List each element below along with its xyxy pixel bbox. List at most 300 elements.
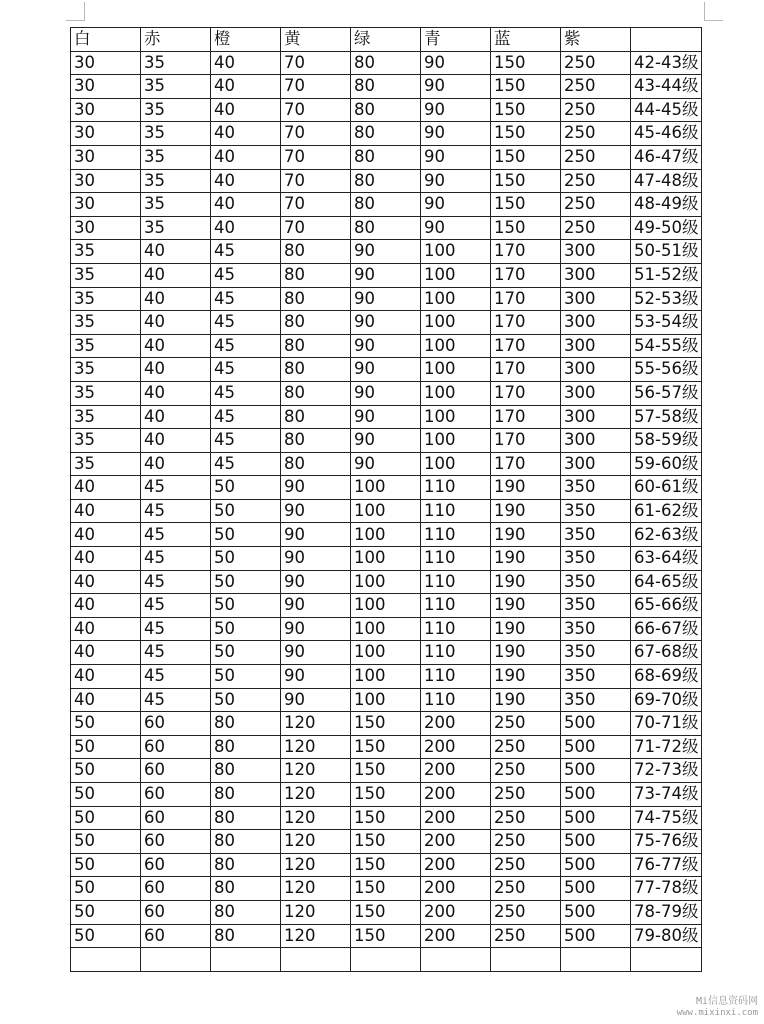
table-row <box>71 877 702 901</box>
cell-level: 77-78级 <box>631 877 702 901</box>
cell-white: 35 <box>71 452 141 476</box>
cell-orange: 50 <box>211 665 281 689</box>
cell-blue: 250 <box>491 759 561 783</box>
cell-white: 40 <box>71 476 141 500</box>
table-row <box>71 547 702 571</box>
cell-orange: 50 <box>211 617 281 641</box>
cell-level: 52-53级 <box>631 287 702 311</box>
cell-orange: 80 <box>211 924 281 948</box>
cell-purple: 300 <box>561 311 631 335</box>
cell-blue: 250 <box>491 830 561 854</box>
cell-orange: 45 <box>211 381 281 405</box>
cell-red: 40 <box>141 240 211 264</box>
table-row <box>71 641 702 665</box>
cell-purple: 350 <box>561 688 631 712</box>
cell-cyan: 110 <box>421 547 491 571</box>
table-row <box>71 735 702 759</box>
table-body <box>71 51 702 972</box>
cell-yellow: 90 <box>281 665 351 689</box>
cell-yellow: 80 <box>281 311 351 335</box>
cell-level: 74-75级 <box>631 806 702 830</box>
cell-white: 50 <box>71 783 141 807</box>
cell-level: 58-59级 <box>631 429 702 453</box>
cell-cyan: 100 <box>421 452 491 476</box>
cell-level: 79-80级 <box>631 924 702 948</box>
table-row <box>71 806 702 830</box>
cell-cyan: 110 <box>421 617 491 641</box>
cell-green: 80 <box>351 169 421 193</box>
cell-yellow: 70 <box>281 51 351 75</box>
cell-red: 40 <box>141 311 211 335</box>
cell-orange: 45 <box>211 287 281 311</box>
cell-red: 35 <box>141 51 211 75</box>
cell-level: 55-56级 <box>631 358 702 382</box>
cell-level: 67-68级 <box>631 641 702 665</box>
cell-white: 40 <box>71 617 141 641</box>
cell-green: 150 <box>351 877 421 901</box>
table-row <box>71 429 702 453</box>
cell-orange: 50 <box>211 476 281 500</box>
cell-level: 54-55级 <box>631 334 702 358</box>
cell-cyan: 100 <box>421 405 491 429</box>
cell-cyan: 110 <box>421 641 491 665</box>
cell-white: 50 <box>71 924 141 948</box>
cell-white: 35 <box>71 381 141 405</box>
cell-blue: 250 <box>491 900 561 924</box>
cell-purple: 350 <box>561 570 631 594</box>
cell-purple: 500 <box>561 735 631 759</box>
header-white: 白 <box>71 28 141 52</box>
cell-purple: 350 <box>561 641 631 665</box>
cell-green: 80 <box>351 122 421 146</box>
cell-yellow: 70 <box>281 169 351 193</box>
cell-white: 50 <box>71 712 141 736</box>
cell-orange: 80 <box>211 712 281 736</box>
cell-orange: 40 <box>211 98 281 122</box>
header-blue: 蓝 <box>491 28 561 52</box>
cell-blue: 150 <box>491 98 561 122</box>
table-row <box>71 122 702 146</box>
cell-white <box>71 948 141 972</box>
table-row <box>71 759 702 783</box>
cell-green: 100 <box>351 523 421 547</box>
cell-level: 63-64级 <box>631 547 702 571</box>
table-row <box>71 948 702 972</box>
cell-yellow <box>281 948 351 972</box>
cell-cyan: 200 <box>421 900 491 924</box>
cell-cyan: 90 <box>421 193 491 217</box>
table-row <box>71 830 702 854</box>
cell-yellow: 90 <box>281 476 351 500</box>
cell-green: 80 <box>351 75 421 99</box>
cell-red: 45 <box>141 641 211 665</box>
cell-white: 50 <box>71 735 141 759</box>
cell-white: 50 <box>71 759 141 783</box>
watermark-name: Mi信息资码网 <box>695 996 758 1008</box>
cell-white: 50 <box>71 877 141 901</box>
cell-level: 61-62级 <box>631 499 702 523</box>
cell-level: 78-79级 <box>631 900 702 924</box>
cell-yellow: 120 <box>281 759 351 783</box>
cell-white: 40 <box>71 523 141 547</box>
table-row <box>71 570 702 594</box>
table-row <box>71 75 702 99</box>
cell-red: 60 <box>141 806 211 830</box>
cell-orange: 45 <box>211 334 281 358</box>
cell-yellow: 120 <box>281 853 351 877</box>
cell-green: 100 <box>351 665 421 689</box>
table-row <box>71 783 702 807</box>
cell-red: 45 <box>141 617 211 641</box>
cell-white: 50 <box>71 900 141 924</box>
cell-level: 53-54级 <box>631 311 702 335</box>
cell-blue: 190 <box>491 570 561 594</box>
cell-red: 60 <box>141 924 211 948</box>
table-row <box>71 145 702 169</box>
cell-yellow: 90 <box>281 594 351 618</box>
cell-level: 50-51级 <box>631 240 702 264</box>
cell-yellow: 90 <box>281 523 351 547</box>
cell-yellow: 70 <box>281 193 351 217</box>
table-row <box>71 287 702 311</box>
cell-yellow: 80 <box>281 358 351 382</box>
cell-yellow: 80 <box>281 334 351 358</box>
cell-level: 51-52级 <box>631 263 702 287</box>
cell-green: 80 <box>351 216 421 240</box>
table-row <box>71 358 702 382</box>
cell-red: 45 <box>141 688 211 712</box>
cell-white: 40 <box>71 688 141 712</box>
cell-blue <box>491 948 561 972</box>
cell-purple: 350 <box>561 499 631 523</box>
cell-cyan: 110 <box>421 499 491 523</box>
cell-yellow: 80 <box>281 240 351 264</box>
cell-purple: 250 <box>561 216 631 240</box>
cell-white: 30 <box>71 75 141 99</box>
cell-red: 40 <box>141 263 211 287</box>
cell-blue: 150 <box>491 122 561 146</box>
cell-green: 90 <box>351 405 421 429</box>
cell-yellow: 70 <box>281 145 351 169</box>
cell-green: 90 <box>351 311 421 335</box>
cell-level: 57-58级 <box>631 405 702 429</box>
cell-cyan: 200 <box>421 783 491 807</box>
cell-purple: 300 <box>561 358 631 382</box>
table-row <box>71 594 702 618</box>
cell-orange: 40 <box>211 169 281 193</box>
cell-orange: 50 <box>211 499 281 523</box>
cell-orange: 40 <box>211 51 281 75</box>
cell-red: 45 <box>141 523 211 547</box>
header-green: 绿 <box>351 28 421 52</box>
cell-red: 60 <box>141 735 211 759</box>
cell-green: 150 <box>351 759 421 783</box>
cell-green: 80 <box>351 145 421 169</box>
cell-orange: 40 <box>211 75 281 99</box>
cell-red: 35 <box>141 145 211 169</box>
cell-yellow: 120 <box>281 735 351 759</box>
cell-cyan: 200 <box>421 877 491 901</box>
page-corner-mark-left <box>66 2 85 21</box>
cell-white: 30 <box>71 169 141 193</box>
cell-purple: 500 <box>561 877 631 901</box>
cell-purple: 250 <box>561 51 631 75</box>
table-row <box>71 263 702 287</box>
cell-cyan: 100 <box>421 429 491 453</box>
cell-level: 48-49级 <box>631 193 702 217</box>
cell-green: 90 <box>351 240 421 264</box>
cell-blue: 190 <box>491 523 561 547</box>
header-yellow: 黄 <box>281 28 351 52</box>
table-row <box>71 311 702 335</box>
cell-blue: 190 <box>491 499 561 523</box>
cell-level: 68-69级 <box>631 665 702 689</box>
cell-orange: 80 <box>211 877 281 901</box>
cell-cyan: 90 <box>421 75 491 99</box>
cell-green: 80 <box>351 193 421 217</box>
cell-blue: 250 <box>491 735 561 759</box>
cell-white: 35 <box>71 263 141 287</box>
cell-blue: 150 <box>491 216 561 240</box>
cell-yellow: 80 <box>281 287 351 311</box>
cell-cyan: 110 <box>421 523 491 547</box>
cell-blue: 250 <box>491 712 561 736</box>
cell-cyan: 110 <box>421 594 491 618</box>
cell-purple: 500 <box>561 853 631 877</box>
cell-yellow: 70 <box>281 98 351 122</box>
cell-level: 70-71级 <box>631 712 702 736</box>
cell-orange: 40 <box>211 216 281 240</box>
cell-orange: 80 <box>211 830 281 854</box>
cell-cyan: 90 <box>421 169 491 193</box>
cell-green: 150 <box>351 900 421 924</box>
cell-purple: 350 <box>561 476 631 500</box>
cell-red: 40 <box>141 429 211 453</box>
cell-purple: 250 <box>561 75 631 99</box>
cell-orange <box>211 948 281 972</box>
cell-orange: 45 <box>211 263 281 287</box>
cell-white: 35 <box>71 334 141 358</box>
cell-cyan: 90 <box>421 51 491 75</box>
table-row <box>71 499 702 523</box>
cell-level: 72-73级 <box>631 759 702 783</box>
cell-red: 35 <box>141 75 211 99</box>
cell-blue: 170 <box>491 358 561 382</box>
cell-green: 90 <box>351 287 421 311</box>
cell-white: 40 <box>71 499 141 523</box>
cell-white: 40 <box>71 547 141 571</box>
header-level <box>631 28 702 52</box>
cell-red: 60 <box>141 783 211 807</box>
cell-purple: 300 <box>561 381 631 405</box>
cell-green: 80 <box>351 98 421 122</box>
cell-blue: 190 <box>491 547 561 571</box>
cell-blue: 190 <box>491 476 561 500</box>
cell-cyan: 200 <box>421 924 491 948</box>
cell-yellow: 120 <box>281 877 351 901</box>
cell-blue: 170 <box>491 429 561 453</box>
cell-orange: 50 <box>211 570 281 594</box>
cell-white: 50 <box>71 806 141 830</box>
cell-red: 45 <box>141 547 211 571</box>
header-purple: 紫 <box>561 28 631 52</box>
cell-green: 150 <box>351 853 421 877</box>
cell-green: 100 <box>351 499 421 523</box>
cell-green: 90 <box>351 358 421 382</box>
cell-cyan: 200 <box>421 853 491 877</box>
table-row <box>71 334 702 358</box>
cell-blue: 150 <box>491 75 561 99</box>
cell-orange: 50 <box>211 641 281 665</box>
cell-red: 35 <box>141 169 211 193</box>
cell-red: 45 <box>141 499 211 523</box>
cell-blue: 170 <box>491 287 561 311</box>
cell-red: 45 <box>141 476 211 500</box>
cell-white: 35 <box>71 311 141 335</box>
cell-green: 80 <box>351 51 421 75</box>
page-corner-mark-right <box>704 2 723 21</box>
cell-white: 40 <box>71 665 141 689</box>
cell-blue: 170 <box>491 240 561 264</box>
cell-blue: 150 <box>491 169 561 193</box>
cell-red: 40 <box>141 381 211 405</box>
table-row <box>71 712 702 736</box>
cell-purple: 250 <box>561 98 631 122</box>
cell-white: 35 <box>71 429 141 453</box>
cell-green: 90 <box>351 263 421 287</box>
cell-orange: 45 <box>211 405 281 429</box>
table-row <box>71 216 702 240</box>
cell-orange: 50 <box>211 594 281 618</box>
table-row <box>71 665 702 689</box>
cell-blue: 170 <box>491 381 561 405</box>
cell-cyan: 110 <box>421 476 491 500</box>
cell-purple: 300 <box>561 334 631 358</box>
cell-cyan: 100 <box>421 334 491 358</box>
cell-red: 40 <box>141 358 211 382</box>
cell-level: 75-76级 <box>631 830 702 854</box>
header-cyan: 青 <box>421 28 491 52</box>
cell-level: 66-67级 <box>631 617 702 641</box>
cell-cyan <box>421 948 491 972</box>
cell-level: 42-43级 <box>631 51 702 75</box>
cell-cyan: 200 <box>421 712 491 736</box>
cell-red <box>141 948 211 972</box>
cell-yellow: 90 <box>281 570 351 594</box>
cell-red: 60 <box>141 853 211 877</box>
table-row <box>71 51 702 75</box>
cell-white: 30 <box>71 122 141 146</box>
table-row <box>71 853 702 877</box>
cell-white: 30 <box>71 216 141 240</box>
cell-red: 60 <box>141 877 211 901</box>
cell-orange: 80 <box>211 759 281 783</box>
cell-blue: 190 <box>491 594 561 618</box>
cell-orange: 45 <box>211 429 281 453</box>
cell-cyan: 90 <box>421 98 491 122</box>
cell-purple: 300 <box>561 287 631 311</box>
cell-level: 59-60级 <box>631 452 702 476</box>
cell-orange: 80 <box>211 853 281 877</box>
cell-cyan: 200 <box>421 806 491 830</box>
table-row <box>71 900 702 924</box>
cell-red: 40 <box>141 334 211 358</box>
cell-blue: 150 <box>491 145 561 169</box>
cell-white: 30 <box>71 193 141 217</box>
cell-level: 62-63级 <box>631 523 702 547</box>
cell-purple: 500 <box>561 924 631 948</box>
cell-purple: 300 <box>561 263 631 287</box>
cell-blue: 170 <box>491 311 561 335</box>
cell-yellow: 70 <box>281 216 351 240</box>
cell-yellow: 90 <box>281 617 351 641</box>
cell-level: 65-66级 <box>631 594 702 618</box>
cell-yellow: 80 <box>281 452 351 476</box>
cell-white: 30 <box>71 51 141 75</box>
cell-red: 40 <box>141 452 211 476</box>
table-row <box>71 98 702 122</box>
cell-purple: 300 <box>561 452 631 476</box>
level-cost-table <box>70 27 702 972</box>
cell-purple: 300 <box>561 429 631 453</box>
cell-white: 40 <box>71 594 141 618</box>
cell-cyan: 200 <box>421 735 491 759</box>
cell-orange: 40 <box>211 193 281 217</box>
cell-cyan: 100 <box>421 263 491 287</box>
cell-green: 150 <box>351 712 421 736</box>
table-row <box>71 405 702 429</box>
cell-green: 90 <box>351 334 421 358</box>
cell-yellow: 120 <box>281 900 351 924</box>
cell-green: 90 <box>351 429 421 453</box>
cell-blue: 190 <box>491 665 561 689</box>
cell-white: 35 <box>71 240 141 264</box>
table-row <box>71 240 702 264</box>
cell-yellow: 70 <box>281 75 351 99</box>
header-red: 赤 <box>141 28 211 52</box>
cell-blue: 170 <box>491 263 561 287</box>
cell-level: 43-44级 <box>631 75 702 99</box>
cell-red: 45 <box>141 665 211 689</box>
cell-level <box>631 948 702 972</box>
cell-orange: 45 <box>211 358 281 382</box>
cell-purple: 300 <box>561 405 631 429</box>
cell-white: 35 <box>71 358 141 382</box>
cell-green: 90 <box>351 381 421 405</box>
cell-blue: 250 <box>491 806 561 830</box>
cell-purple: 250 <box>561 169 631 193</box>
cell-red: 35 <box>141 193 211 217</box>
cell-level: 45-46级 <box>631 122 702 146</box>
cell-purple <box>561 948 631 972</box>
cell-green: 150 <box>351 830 421 854</box>
cell-green: 100 <box>351 688 421 712</box>
table-row <box>71 688 702 712</box>
site-watermark <box>677 996 758 1018</box>
cell-yellow: 70 <box>281 122 351 146</box>
table-row <box>71 476 702 500</box>
cell-cyan: 90 <box>421 145 491 169</box>
cell-purple: 500 <box>561 712 631 736</box>
cell-orange: 80 <box>211 783 281 807</box>
cell-purple: 500 <box>561 783 631 807</box>
table-row <box>71 452 702 476</box>
cell-white: 50 <box>71 853 141 877</box>
cell-yellow: 120 <box>281 830 351 854</box>
cell-white: 40 <box>71 570 141 594</box>
cell-blue: 150 <box>491 193 561 217</box>
table-row <box>71 617 702 641</box>
